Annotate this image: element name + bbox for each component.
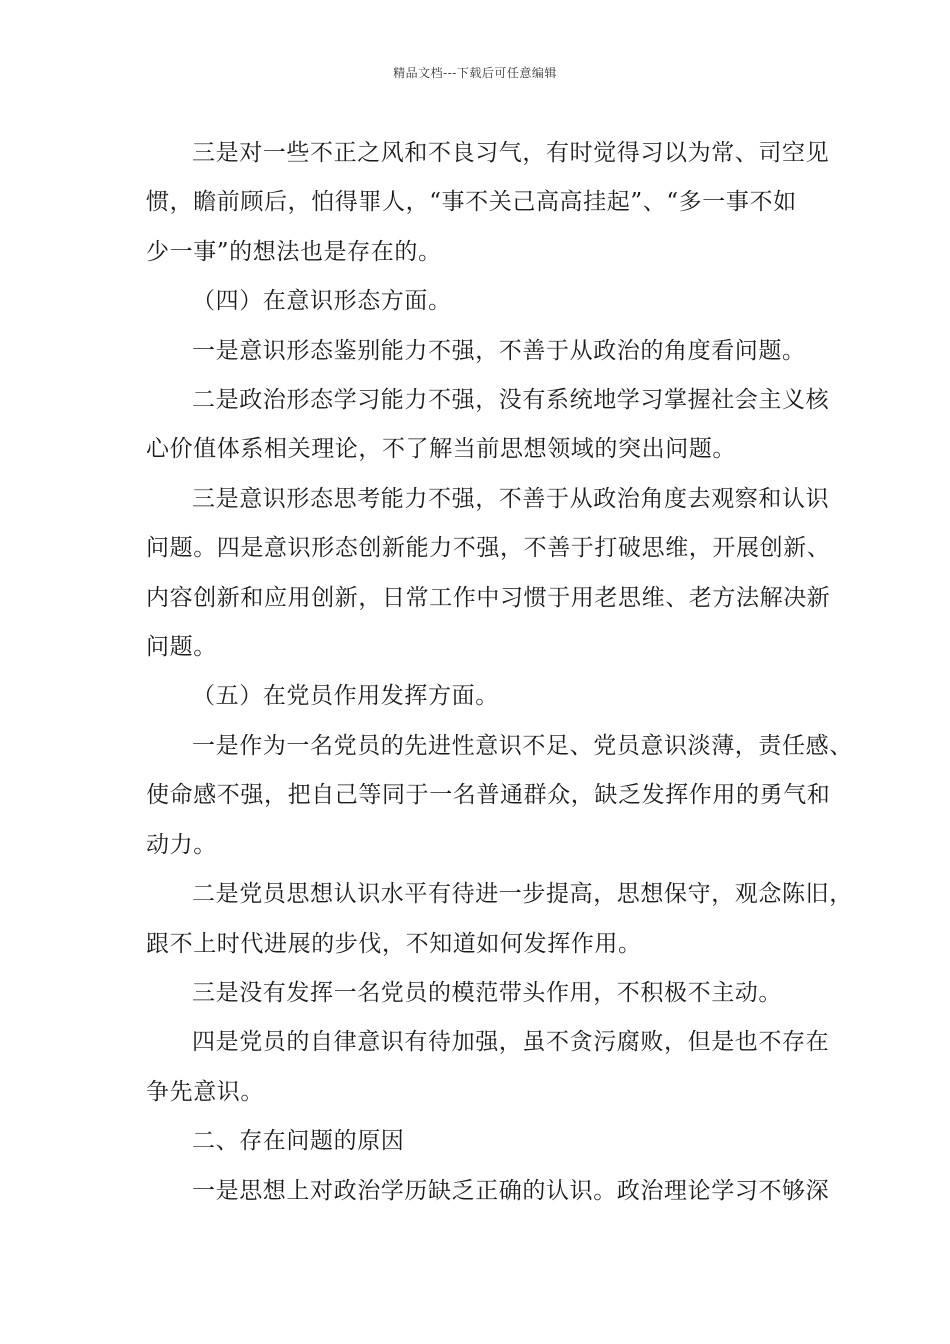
text-line: 动力。 [146, 831, 217, 858]
text-line: 一是作为一名党员的先进性意识不足、党员意识淡薄，责任感、 [192, 732, 853, 759]
text-line: 惯，瞻前顾后，怕得罪人，“事不关己高高挂起”、“多一事不如 [146, 189, 797, 216]
page-header: 精品文档---下载后可任意编辑 [393, 66, 557, 80]
text-line: 心价值体系相关理论，不了解当前思想领域的突出问题。 [146, 436, 736, 463]
paragraph [146, 475, 831, 673]
document-body [146, 129, 853, 1216]
paragraph [146, 870, 853, 969]
text-line: 三是对一些不正之风和不良习气，有时觉得习以为常、司空见 [192, 140, 830, 166]
paragraph [146, 1167, 830, 1216]
section-heading [146, 672, 826, 721]
text-line: 二是政治形态学习能力不强，没有系统地学习掌握社会主义核 [192, 387, 830, 414]
paragraph [146, 376, 830, 475]
text-line: 二、存在问题的原因 [192, 1128, 405, 1155]
text-line: 二是党员思想认识水平有待进一步提高，思想保守，观念陈旧， [192, 881, 853, 908]
text-line: （五）在党员作用发挥方面。 [192, 683, 499, 710]
paragraph [146, 327, 826, 376]
text-line: 少一事”的想法也是存在的。 [146, 238, 442, 265]
section-heading [146, 1117, 826, 1166]
paragraph [146, 1018, 830, 1117]
section-heading [146, 277, 826, 326]
text-line: 一是意识形态鉴别能力不强，不善于从政治的角度看问题。 [192, 337, 806, 364]
text-line: 内容创新和应用创新，日常工作中习惯于用老思维、老方法解决新 [146, 584, 831, 611]
text-line: 跟不上时代进展的步伐，不知道如何发挥作用。 [146, 930, 642, 957]
text-line: 问题。四是意识形态创新能力不强，不善于打破思维，开展创新、 [146, 535, 831, 562]
text-line: 争先意识。 [146, 1078, 264, 1105]
paragraph [146, 129, 830, 277]
text-line: 一是思想上对政治学历缺乏正确的认识。政治理论学习不够深 [192, 1177, 830, 1204]
text-line: 问题。 [146, 634, 217, 661]
text-line: 三是没有发挥一名党员的模范带头作用，不积极不主动。 [192, 979, 782, 1006]
text-line: 使命感不强，把自己等同于一名普通群众，缺乏发挥作用的勇气和 [146, 782, 831, 809]
text-line: 四是党员的自律意识有待加强，虽不贪污腐败，但是也不存在 [192, 1029, 830, 1056]
text-line: 三是意识形态思考能力不强，不善于从政治角度去观察和认识 [192, 485, 830, 512]
paragraph [146, 969, 826, 1018]
paragraph [146, 722, 853, 870]
text-line: （四）在意识形态方面。 [192, 288, 452, 315]
